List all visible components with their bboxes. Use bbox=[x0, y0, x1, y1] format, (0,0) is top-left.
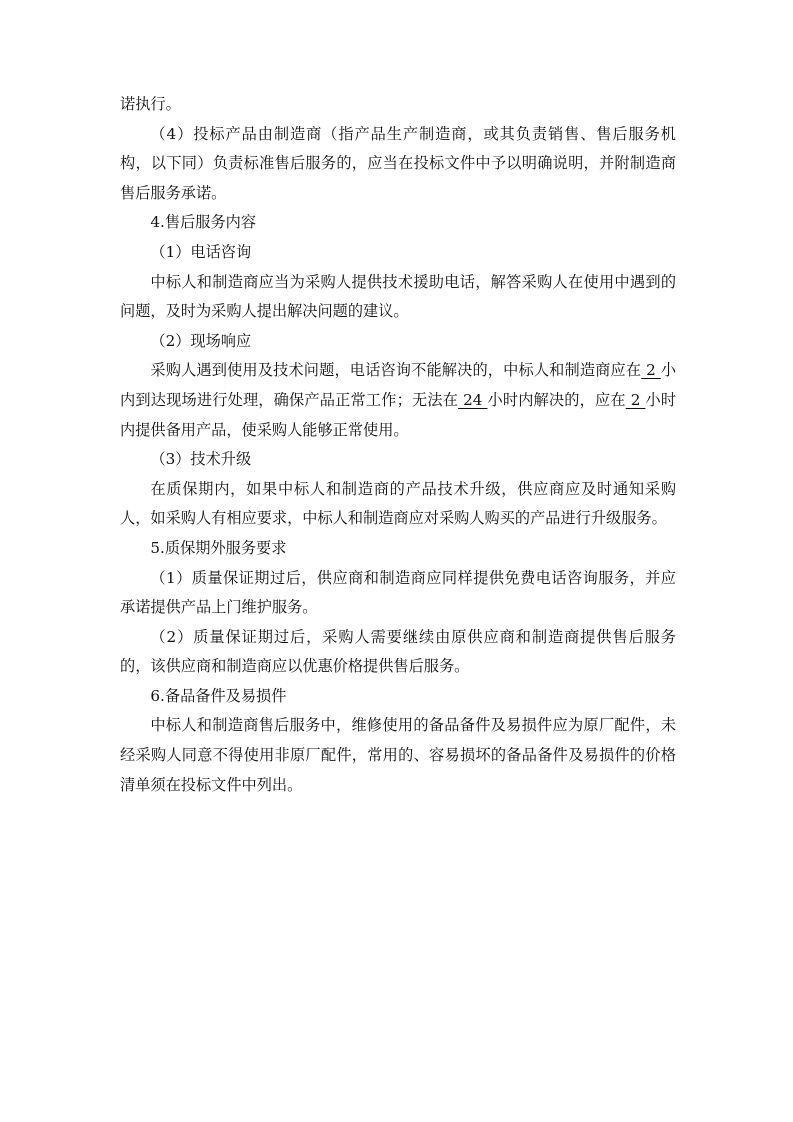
paragraph-continuation: 诺执行。 bbox=[120, 95, 181, 113]
document-body bbox=[120, 90, 676, 800]
onsite-blank-hours-arrival: 2 bbox=[641, 361, 661, 380]
onsite-blank-hours-backup: 2 bbox=[625, 390, 646, 409]
paragraph-spare-parts: 中标人和制造商售后服务中，维修使用的备品备件及易损件应为原厂配件，未经采购人同意不得使用非原厂配件，常用的、容易损坏的备品备件及易损件的价格清单须在投标文件中列出。 bbox=[120, 716, 676, 794]
heading-out-of-warranty-service: 5.质保期外服务要求 bbox=[150, 538, 287, 557]
paragraph-technical-upgrade: 在质保期内，如果中标人和制造商的产品技术升级，供应商应及时通知采购人，如采购人有相应要求，中标人和制造商应对采购人购买的产品进行升级服务。 bbox=[120, 479, 676, 528]
paragraph-out-of-warranty-2: （2）质量保证期过后，采购人需要继续由原供应商和制造商提供售后服务的，该供应商和制造商应以优惠价格提供售后服务。 bbox=[120, 627, 676, 676]
onsite-text-c: 小时内解决的，应在 bbox=[487, 390, 626, 409]
paragraph-out-of-warranty-1: （1）质量保证期过后，供应商和制造商应同样提供免费电话咨询服务，并应承诺提供产品上门维护服务。 bbox=[120, 568, 676, 617]
paragraph-onsite-response bbox=[120, 356, 676, 445]
subheading-technical-upgrade: （3）技术升级 bbox=[150, 450, 252, 469]
subheading-phone-consultation: （1）电话咨询 bbox=[150, 242, 252, 261]
onsite-blank-hours-resolve: 24 bbox=[458, 390, 488, 409]
heading-spare-parts: 6.备品备件及易损件 bbox=[150, 686, 287, 705]
paragraph-phone-consultation: 中标人和制造商应当为采购人提供技术援助电话，解答采购人在使用中遇到的问题，及时为采购人提出解决问题的建议。 bbox=[120, 272, 676, 321]
subheading-onsite-response: （2）现场响应 bbox=[150, 331, 252, 350]
heading-after-sales-service-content: 4.售后服务内容 bbox=[150, 213, 257, 232]
onsite-text-b: 小内到达现场进行处理，确保产品正常工作；无法在 bbox=[120, 361, 676, 409]
paragraph-item-4: （4）投标产品由制造商（指产品生产制造商，或其负责销售、售后服务机构，以下同）负责标准售后服务的，应当在投标文件中予以明确说明，并附制造商售后服务承诺。 bbox=[120, 124, 676, 202]
onsite-text-a: 采购人遇到使用及技术问题，电话咨询不能解决的，中标人和制造商应在 bbox=[150, 361, 642, 380]
onsite-text-d: 小时内提供备用产品，使采购人能够正常使用。 bbox=[120, 390, 677, 439]
